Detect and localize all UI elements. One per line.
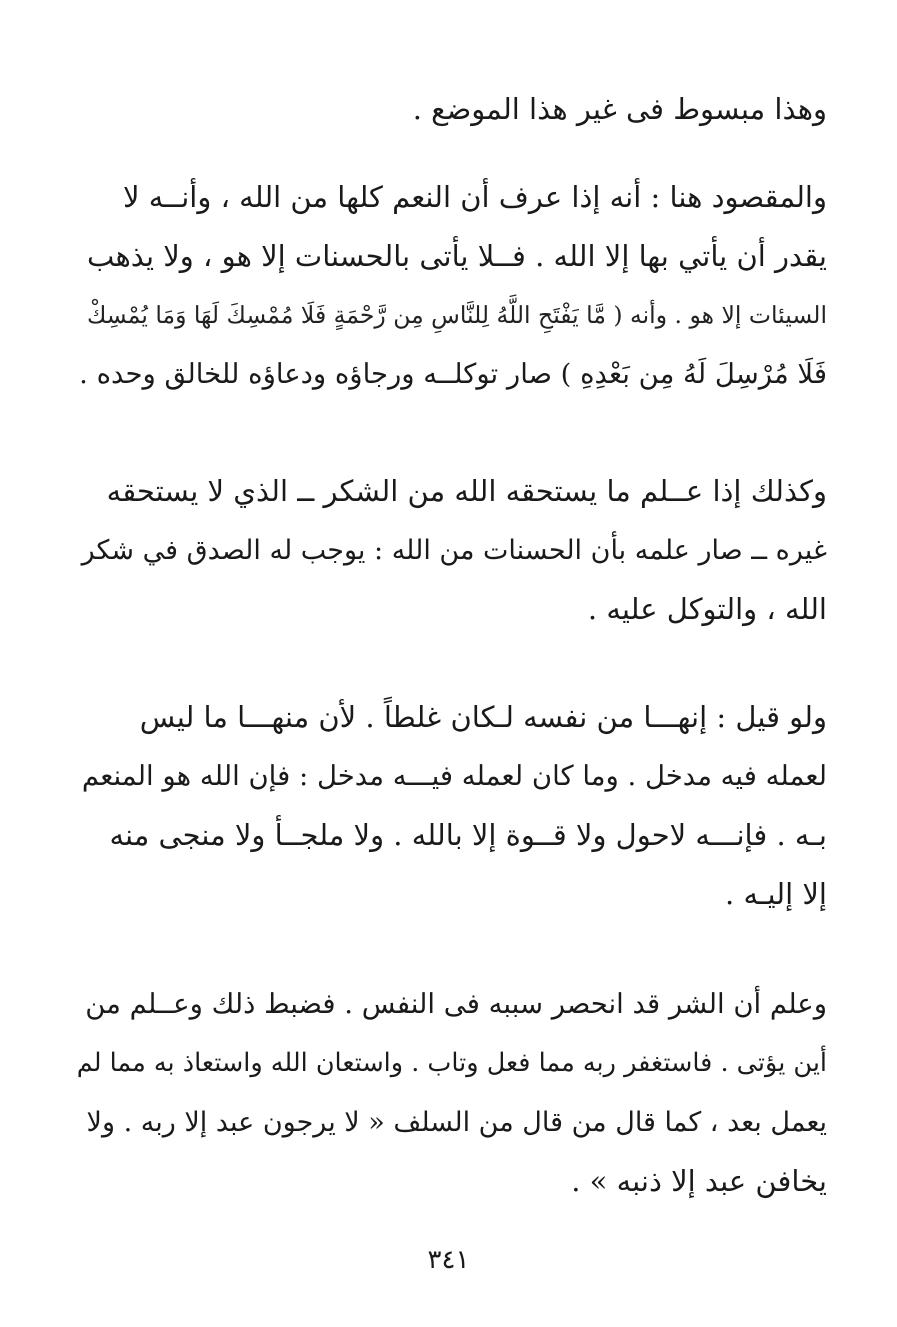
paragraph-4 bbox=[75, 688, 827, 924]
text-line: يقدر أن يأتي بها إلا الله . فــلا يأتى بالحسنات إلا هو ، ولا يذهب bbox=[86, 239, 827, 273]
paragraph-5 bbox=[75, 975, 827, 1211]
text-line: والمقصود هنا : أنه إذا عرف أن النعم كلها من الله ، وأنــه لا bbox=[122, 180, 827, 214]
text-line: أين يؤتى . فاستغفر ربه مما فعل وتاب . واستعان الله واستعاذ به مما لم bbox=[76, 1048, 827, 1078]
text-line: ولو قيل : إنهـــا من نفسه لـكان غلطاً . لأن منهـــا ما ليس bbox=[139, 700, 827, 734]
text-line: وهذا مبسوط فى غير هذا الموضع . bbox=[412, 92, 827, 126]
text-line: الله ، والتوكل عليه . bbox=[587, 592, 827, 626]
text-line: وكذلك إذا عــلم ما يستحقه الله من الشكر ــ الذي لا يستحقه bbox=[106, 474, 827, 508]
page-number: ٣٤١ bbox=[427, 1245, 470, 1275]
text-line: يخافن عبد إلا ذنبه » . bbox=[571, 1164, 827, 1198]
text-line: غيره ــ صار علمه بأن الحسنات من الله : يوجب له الصدق في شكر bbox=[81, 535, 827, 566]
text-line: إلا إليـه . bbox=[725, 877, 827, 911]
quran-verse-line: السيئات إلا هو . وأنه ( مَّا يَفْتَحِ اللَّهُ لِلنَّاسِ مِن رَّحْمَةٍ فَلَا مُمْسِكَ لَهَا وَمَا يُمْسِكْ bbox=[86, 301, 827, 329]
text-line: وعلم أن الشر قد انحصر سببه فى النفس . فضبط ذلك وعــلم من bbox=[85, 988, 827, 1020]
text-line: لعمله فيه مدخل . وما كان لعمله فيـــه مدخل : فإن الله هو المنعم bbox=[81, 760, 827, 792]
paragraph-1 bbox=[75, 80, 827, 139]
text-line: بـه . فإنـــه لاحول ولا قــوة إلا بالله . ولا ملجــأ ولا منجى منه bbox=[109, 818, 827, 852]
text-line: يعمل بعد ، كما قال من قال من السلف « لا يرجون عبد إلا ربه . ولا bbox=[86, 1107, 827, 1138]
paragraph-3 bbox=[75, 462, 827, 639]
quran-verse-line: فَلَا مُرْسِلَ لَهُ مِن بَعْدِهِ ) صار توكلــه ورجاؤه ودعاؤه للخالق وحده . bbox=[79, 358, 827, 390]
paragraph-2 bbox=[75, 168, 827, 404]
